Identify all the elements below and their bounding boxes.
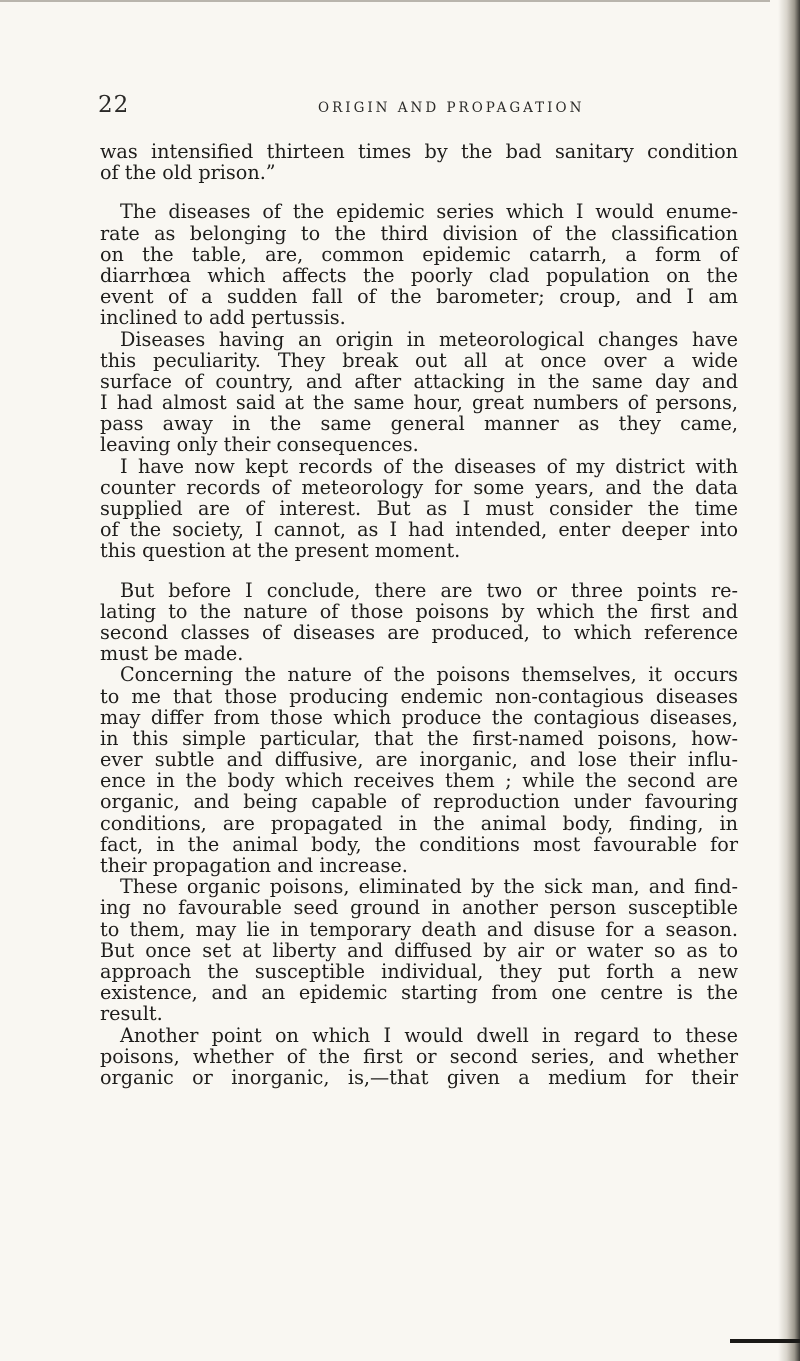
text-line: ence in the body which receives them ; while the second are — [100, 769, 738, 793]
text-line: of the society, I cannot, as I had intended, enter deeper into — [100, 518, 738, 542]
text-line: But before I conclude, there are two or three points re- — [120, 578, 738, 602]
text-line: was intensified thirteen times by the bad sanitary condition — [100, 140, 738, 163]
body-text — [100, 141, 738, 1088]
text-line: organic or inorganic, is,—that given a medium for their — [100, 1065, 738, 1089]
text-line: approach the susceptible individual, they put forth a new — [100, 959, 738, 983]
text-line: this question at the present moment. — [100, 539, 461, 563]
text-line: poisons, whether of the first or second series, and whether — [100, 1044, 738, 1068]
text-line: to them, may lie in temporary death and disuse for a season. — [100, 917, 738, 941]
text-line: to me that those producing endemic non-contagious diseases — [100, 684, 738, 708]
text-line: this peculiarity. They break out all at once over a wide — [100, 348, 738, 372]
text-line: their propagation and increase. — [100, 854, 408, 877]
text-line: But once set at liberty and diffused by air or water so as to — [100, 938, 738, 962]
text-line: pass away in the same general manner as they came, — [100, 412, 738, 436]
page-binding-shadow — [778, 0, 800, 1361]
text-line: lating to the nature of those poisons by which the first and — [100, 599, 738, 623]
text-line: The diseases of the epidemic series which I would enume- — [120, 200, 738, 224]
text-line: on the table, are, common epidemic catarrh, a form of — [100, 242, 738, 266]
text-line: second classes of diseases are produced, to which reference — [100, 620, 738, 644]
text-line: Another point on which I would dwell in regard to these — [120, 1023, 738, 1047]
page-corner-shadow — [730, 1339, 800, 1343]
page-number: 22 — [98, 92, 130, 118]
text-line: ing no favourable seed ground in another person susceptible — [100, 896, 738, 920]
paragraph-gap — [100, 183, 738, 201]
paragraph-gap — [100, 562, 738, 580]
text-line: of the old prison.” — [100, 161, 276, 185]
text-line: Concerning the nature of the poisons themselves, it occurs — [120, 663, 738, 687]
text-line: fact, in the animal body, the conditions most favourable for — [100, 832, 738, 856]
text-line: inclined to add pertussis. — [100, 306, 346, 330]
running-head: ORIGIN AND PROPAGATION — [318, 100, 585, 116]
text-line: may differ from those which produce the contagious diseases, — [100, 705, 738, 729]
text-line: existence, and an epidemic starting from one centre is the — [100, 981, 738, 1005]
text-line: Diseases having an origin in meteorological changes have — [120, 327, 738, 351]
text-line: counter records of meteorology for some years, and the data — [100, 475, 738, 499]
text-line: I had almost said at the same hour, great numbers of persons, — [100, 391, 738, 415]
text-line: conditions, are propagated in the animal body, finding, in — [100, 811, 738, 835]
text-line: leaving only their consequences. — [100, 433, 419, 457]
page-header — [98, 92, 770, 132]
text-line: result. — [100, 1002, 163, 1026]
text-line: diarrhœa which affects the poorly clad population on the — [100, 263, 738, 287]
text-line: ever subtle and diffusive, are inorganic, and lose their influ- — [100, 748, 738, 772]
text-line: must be made. — [100, 642, 244, 666]
text-line: event of a sudden fall of the barometer; croup, and I am — [100, 285, 738, 309]
text-line: These organic poisons, eliminated by the sick man, and find- — [120, 875, 738, 899]
text-line: surface of country, and after attacking in the same day and — [100, 369, 738, 393]
text-line: rate as belonging to the third division of the classification — [100, 221, 738, 245]
text-line: supplied are of interest. But as I must consider the time — [100, 497, 738, 520]
text-line: in this simple particular, that the first-named poisons, how- — [100, 726, 738, 750]
text-line: organic, and being capable of reproduction under favouring — [100, 790, 738, 814]
page-top-edge — [0, 0, 770, 2]
text-line: I have now kept records of the diseases of my district with — [120, 454, 738, 478]
